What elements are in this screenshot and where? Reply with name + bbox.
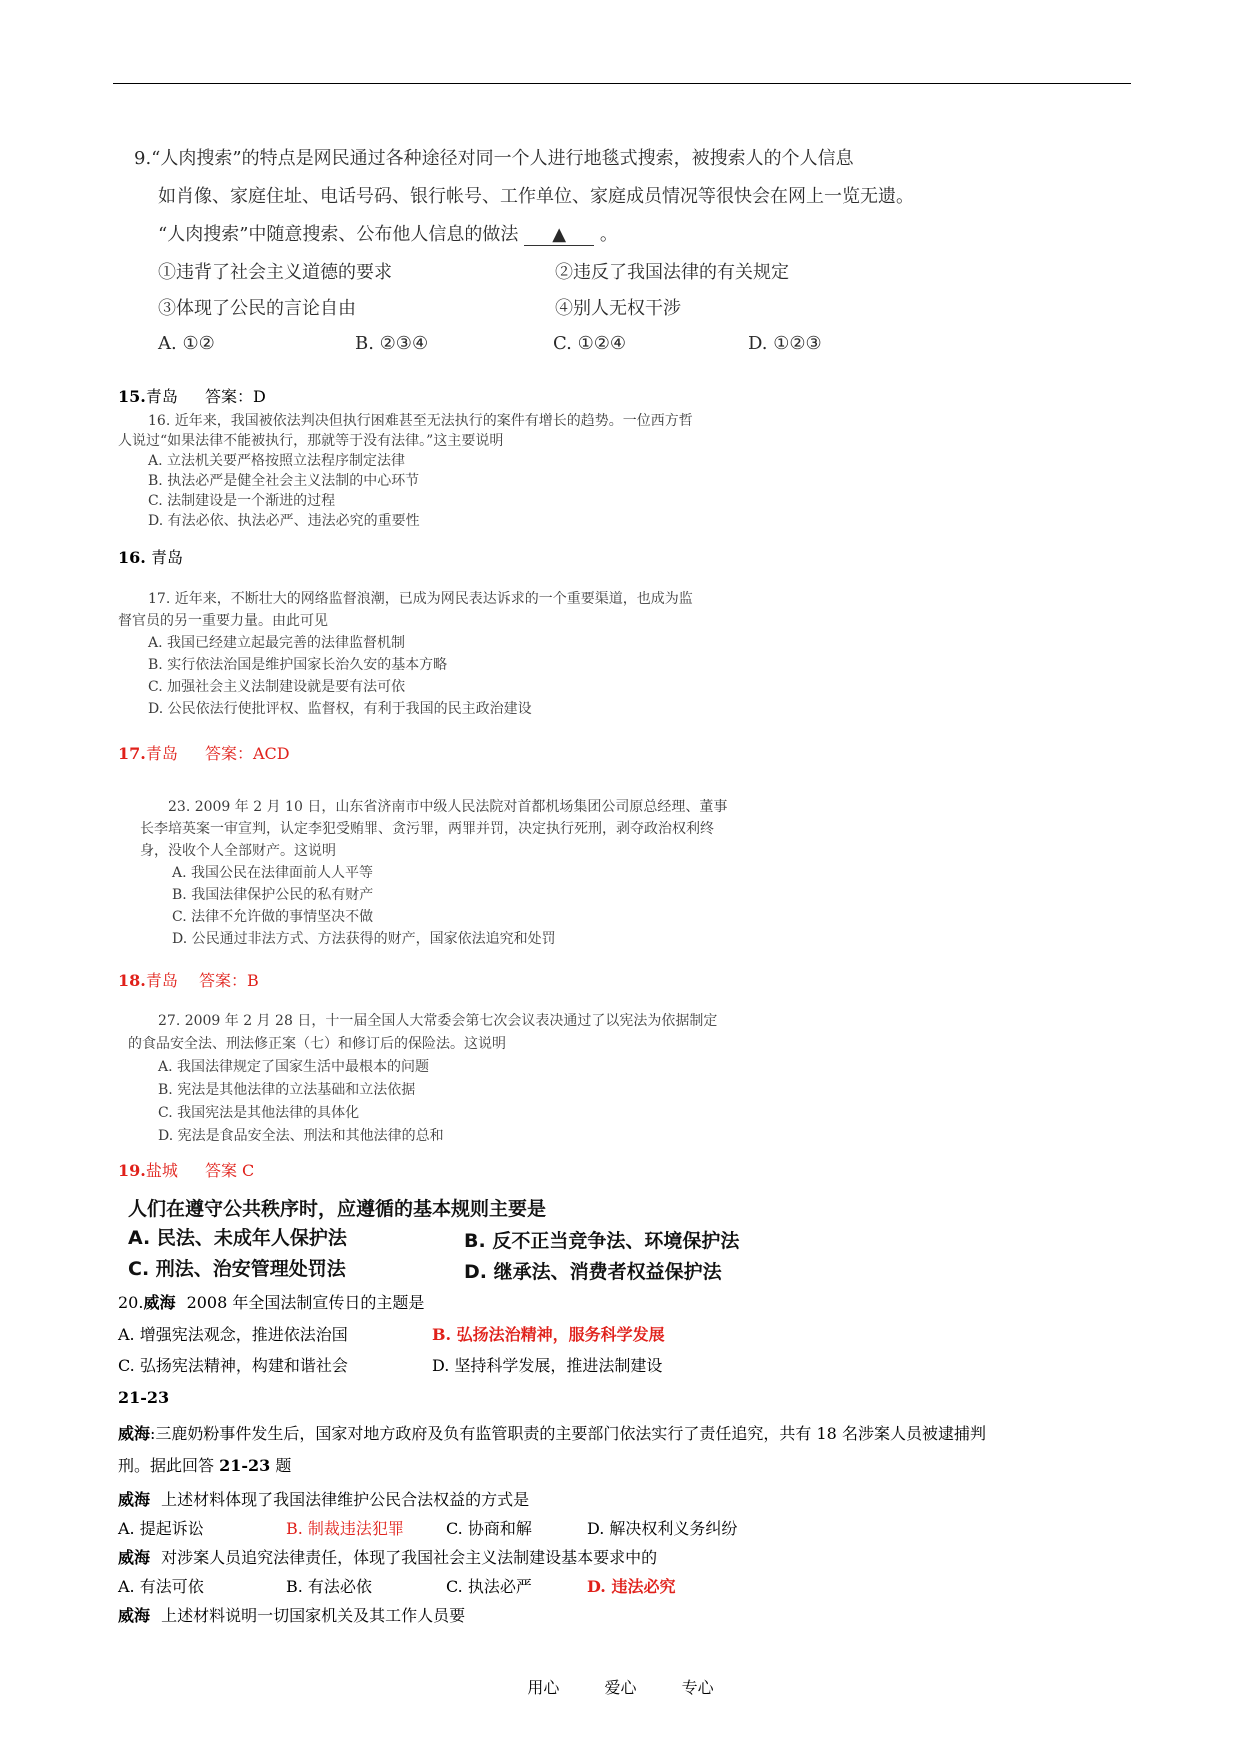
- label-18: [118, 968, 259, 991]
- label-18-answer: 答案：B: [198, 971, 259, 990]
- q20-city: 威海: [143, 1293, 176, 1312]
- q20-stem-line: [118, 1290, 424, 1313]
- q9-line3-post: 。: [599, 224, 618, 245]
- q16-a: A. 立法机关要严格按照立法程序制定法律: [148, 453, 406, 469]
- q23-line2: 长李培英案一审宣判，认定李犯受贿罪、贪污罪，两罪并罚，决定执行死刑，剥夺政治权利终: [140, 821, 714, 837]
- q21-city: 威海: [118, 1490, 151, 1509]
- q19-stem: 人们在遵守公共秩序时，应遵循的基本规则主要是: [128, 1198, 547, 1220]
- q9-line1: 9.“人肉搜索”的特点是网民通过各种途径对同一个人进行地毯式搜索，被搜索人的个人信息: [134, 148, 854, 169]
- q9-choice-a: A. ①②: [158, 333, 215, 354]
- q21-23-range: 21-23: [118, 1388, 170, 1407]
- label-19: [118, 1158, 254, 1181]
- q17-line1: 17. 近年来，不断壮大的网络监督浪潮，已成为网民表达诉求的一个重要渠道，也成为监: [148, 591, 693, 607]
- q22-d: D. 违法必究: [587, 1577, 676, 1596]
- q9-opt3: ③体现了公民的言论自由: [158, 298, 356, 319]
- q17-b: B. 实行依法治国是维护国家长治久安的基本方略: [148, 657, 448, 673]
- q19-d: D. 继承法、消费者权益保护法: [464, 1261, 722, 1283]
- q16-line1: 16. 近年来，我国被依法判决但执行困难甚至无法执行的案件有增长的趋势。一位西方哲: [148, 413, 693, 429]
- q27-line1: 27. 2009 年 2 月 28 日，十一届全国人大常委会第七次会议表决通过了以宪法为依据制定: [158, 1013, 718, 1029]
- label-17-answer: 答案：ACD: [204, 744, 290, 763]
- q22-stem: 对涉案人员追究法律责任，体现了我国社会主义法制建设基本要求中的: [161, 1548, 658, 1567]
- q17-d: D. 公民依法行使批评权、监督权，有利于我国的民主政治建设: [148, 701, 532, 717]
- q9-line2: 如肖像、家庭住址、电话号码、银行帐号、工作单位、家庭成员情况等很快会在网上一览无遗。: [158, 186, 914, 207]
- q22-b: B. 有法必依: [286, 1577, 372, 1596]
- footer-c: 专心: [681, 1678, 714, 1697]
- q20-c: C. 弘扬宪法精神，构建和谐社会: [118, 1356, 348, 1375]
- q23-line1: 23. 2009 年 2 月 10 日，山东省济南市中级人民法院对首都机场集团公司原总经理、董事: [168, 799, 728, 815]
- triangle-icon: ▲: [552, 224, 567, 245]
- q21-23-material-line1: [118, 1421, 986, 1444]
- label-17-city: 青岛: [145, 744, 178, 763]
- q9-opt4: ④别人无权干涉: [555, 298, 681, 319]
- label-15: [118, 384, 266, 407]
- q27-b: B. 宪法是其他法律的立法基础和立法依据: [158, 1082, 416, 1098]
- q16-c: C. 法制建设是一个渐进的过程: [148, 493, 336, 509]
- label-16-city: 青岛: [150, 548, 183, 567]
- header-rule: [113, 83, 1131, 84]
- q20-stem: 2008 年全国法制宣传日的主题是: [186, 1293, 425, 1312]
- q9-line3-pre: “人肉搜索”中随意搜索、公布他人信息的做法: [158, 224, 519, 245]
- label-16-num: 16.: [118, 548, 146, 567]
- q23-line3: 身，没收个人全部财产。这说明: [140, 843, 336, 859]
- q27-c: C. 我国宪法是其他法律的具体化: [158, 1105, 360, 1121]
- q21-23-material2-post: 题: [270, 1456, 292, 1475]
- q9-blank: [524, 224, 594, 246]
- q17-line2: 督官员的另一重要力量。由此可见: [118, 613, 328, 629]
- label-17-num: 17.: [118, 744, 146, 763]
- q21-23-material1: :三鹿奶粉事件发生后，国家对地方政府及负有监管职责的主要部门依法实行了责任追究，共有 18 名涉案人员被逮捕判: [150, 1424, 986, 1443]
- q21-stem-line: [118, 1487, 529, 1510]
- q19-a: A. 民法、未成年人保护法: [128, 1227, 347, 1249]
- q9-opt1: ①违背了社会主义道德的要求: [158, 262, 392, 283]
- label-19-city: 盐城: [145, 1161, 178, 1180]
- label-17: [118, 741, 290, 764]
- q9-line3: [158, 220, 618, 246]
- label-19-num: 19.: [118, 1161, 146, 1180]
- label-15-answer: 答案：D: [204, 387, 266, 406]
- q9-choice-b: B. ②③④: [355, 333, 429, 354]
- label-15-city: 青岛: [145, 387, 178, 406]
- q20-a: A. 增强宪法观念，推进依法治国: [118, 1325, 348, 1344]
- q23b-stem-line: [118, 1603, 465, 1626]
- q19-b: B. 反不正当竞争法、环境保护法: [464, 1230, 740, 1252]
- q9-choice-d: D. ①②③: [748, 333, 822, 354]
- q27-a: A. 我国法律规定了国家生活中最根本的问题: [158, 1059, 430, 1075]
- q21-23-city: 威海: [118, 1424, 151, 1443]
- q27-line2: 的食品安全法、刑法修正案（七）和修订后的保险法。这说明: [128, 1036, 506, 1052]
- q21-c: C. 协商和解: [446, 1519, 532, 1538]
- q23-b: B. 我国法律保护公民的私有财产: [172, 887, 374, 903]
- q16-d: D. 有法必依、执法必严、违法必究的重要性: [148, 513, 420, 529]
- q23-d: D. 公民通过非法方式、方法获得的财产，国家依法追究和处罚: [172, 931, 556, 947]
- q21-23-material2-pre: 刑。据此回答: [118, 1456, 220, 1475]
- q21-b: B. 制裁违法犯罪: [286, 1519, 404, 1538]
- q21-23-material2-bold: 21-23: [219, 1456, 271, 1475]
- footer-b: 爱心: [604, 1678, 637, 1697]
- q20-num: 20.: [118, 1293, 144, 1312]
- q20-d: D. 坚持科学发展，推进法制建设: [432, 1356, 663, 1375]
- label-19-answer: 答案 C: [204, 1161, 255, 1180]
- q17-a: A. 我国已经建立起最完善的法律监督机制: [148, 635, 406, 651]
- label-15-num: 15.: [118, 387, 146, 406]
- q9-opt2: ②违反了我国法律的有关规定: [555, 262, 789, 283]
- page-footer: [0, 1675, 1241, 1698]
- label-16: [118, 545, 183, 568]
- label-18-num: 18.: [118, 971, 146, 990]
- q23-a: A. 我国公民在法律面前人人平等: [172, 865, 374, 881]
- footer-a: 用心: [527, 1678, 560, 1697]
- q16-b: B. 执法必严是健全社会主义法制的中心环节: [148, 473, 420, 489]
- q17-c: C. 加强社会主义法制建设就是要有法可依: [148, 679, 406, 695]
- q16-line2: 人说过“如果法律不能被执行，那就等于没有法律。”这主要说明: [118, 433, 504, 449]
- q21-d: D. 解决权利义务纠纷: [587, 1519, 738, 1538]
- q27-d: D. 宪法是食品安全法、刑法和其他法律的总和: [158, 1128, 444, 1144]
- q20-b: B. 弘扬法治精神，服务科学发展: [432, 1325, 665, 1344]
- q21-stem: 上述材料体现了我国法律维护公民合法权益的方式是: [161, 1490, 530, 1509]
- q22-c: C. 执法必严: [446, 1577, 532, 1596]
- q22-stem-line: [118, 1545, 657, 1568]
- label-18-city: 青岛: [145, 971, 178, 990]
- q19-c: C. 刑法、治安管理处罚法: [128, 1258, 346, 1280]
- q9-choice-c: C. ①②④: [553, 333, 626, 354]
- q22-city: 威海: [118, 1548, 151, 1567]
- q21-23-material-line2: [118, 1453, 291, 1476]
- q23b-city: 威海: [118, 1606, 151, 1625]
- q22-a: A. 有法可依: [118, 1577, 204, 1596]
- q23b-stem: 上述材料说明一切国家机关及其工作人员要: [161, 1606, 466, 1625]
- q21-a: A. 提起诉讼: [118, 1519, 204, 1538]
- q23-c: C. 法律不允许做的事情坚决不做: [172, 909, 374, 925]
